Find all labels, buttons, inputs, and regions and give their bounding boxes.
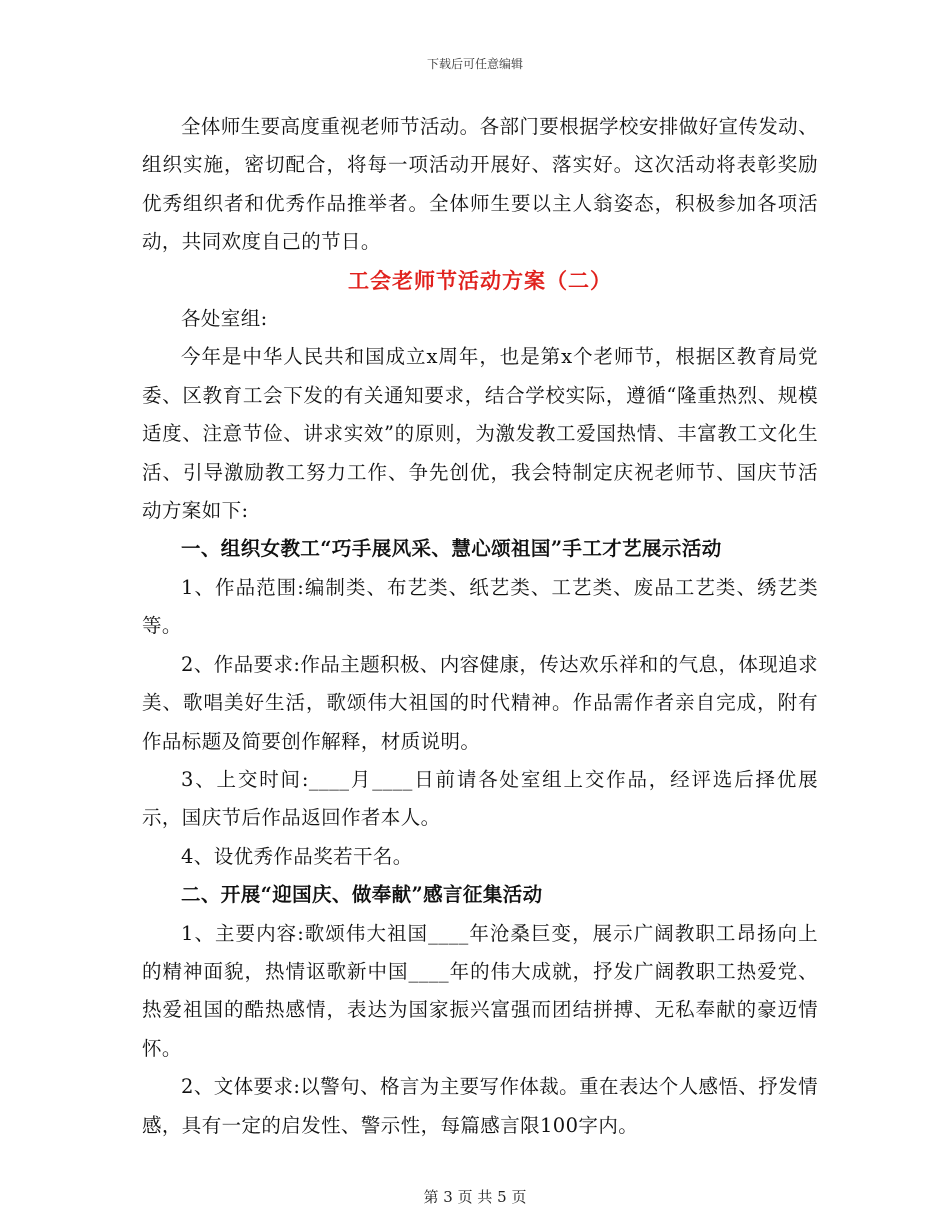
salutation: 各处室组: [181,307,268,331]
page-header: 下载后可任意编辑 [426,57,523,71]
list-item-style: 2、文体要求:以警句、格言为主要写作体裁。重在表达个人感悟、抒发情感，具有一定的启发性、警示性，每篇感言限100字内。 [142,1075,818,1137]
paragraph-intro: 今年是中华人民共和国成立x周年，也是第x个老师节，根据区教育局党委、区教育工会下发的有关通知要求，结合学校实际，遵循“隆重热烈、规模适度、注意节俭、讲求实效”的原则，为激发教工爱国热情、丰富教工文化生活、引导激励教工努力工作、争先创优，我会特制定庆祝老师节、国庆节活动方案如下: [142,345,818,523]
page-footer: 第 3 页 共 5 页 [423,1188,527,1206]
paragraph-closing: 全体师生要高度重视老师节活动。各部门要根据学校安排做好宣传发动、组织实施，密切配合，将每一项活动开展好、落实好。这次活动将表彰奖励优秀组织者和优秀作品推举者。全体师生要以主人翁姿态，积极参加各项活动，共同欢度自己的节日。 [142,115,818,254]
list-item-requirements: 2、作品要求:作品主题积极、内容健康，传达欢乐祥和的气息，体现追求美、歌唱美好生活，歌颂伟大祖国的时代精神。作品需作者亲自完成，附有作品标题及简要创作解释，材质说明。 [142,652,818,753]
list-item-awards: 4、设优秀作品奖若干名。 [181,844,413,868]
list-item-content: 1、主要内容:歌颂伟大祖国____年沧桑巨变，展示广阔教职工昂扬向上的精神面貌，热情讴歌新中国____年的伟大成就，抒发广阔教职工热爱党、热爱祖国的酷热感情，表达为国家振兴富强而团结拼搏、无私奉献的豪迈情怀。 [142,921,818,1060]
list-item-deadline: 3、上交时间:____月____日前请各处室组上交作品，经评选后择优展示，国庆节后作品返回作者本人。 [142,767,818,830]
heading-activity-1: 一、组织女教工“巧手展风采、慧心颂祖国”手工才艺展示活动 [181,537,722,561]
document-body [142,108,818,1145]
section-title: 工会老师节活动方案（二） [348,267,612,293]
list-item-scope: 1、作品范围:编制类、布艺类、纸艺类、工艺类、废品工艺类、绣艺类等。 [142,575,818,638]
heading-activity-2: 二、开展“迎国庆、做奉献”感言征集活动 [181,883,543,907]
